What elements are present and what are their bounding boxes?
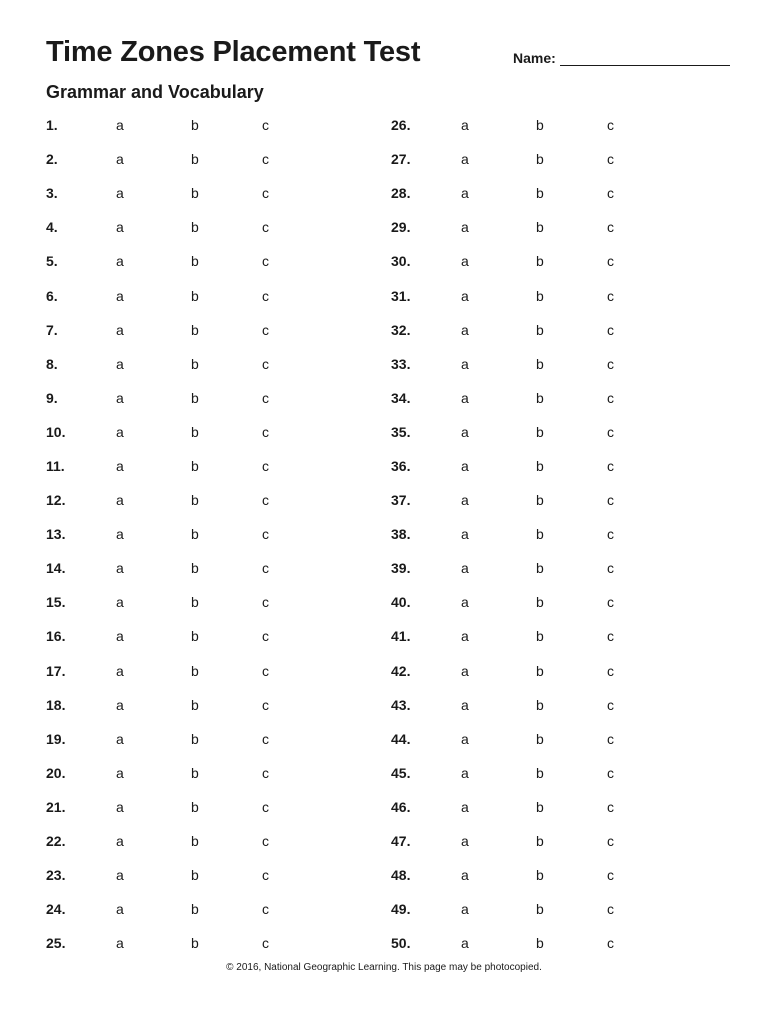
answer-option-b[interactable]: b bbox=[191, 833, 199, 850]
answer-option-c[interactable]: c bbox=[607, 935, 614, 952]
answer-option-a[interactable]: a bbox=[116, 355, 124, 372]
answer-option-c[interactable]: c bbox=[262, 560, 269, 577]
answer-option-c[interactable]: c bbox=[607, 867, 614, 884]
answer-row bbox=[46, 756, 366, 790]
question-number: 33. bbox=[391, 355, 411, 372]
answer-row bbox=[391, 551, 711, 585]
question-number: 24. bbox=[46, 901, 66, 918]
question-number: 12. bbox=[46, 492, 66, 509]
answer-option-a[interactable]: a bbox=[461, 117, 469, 134]
answer-option-a[interactable]: a bbox=[461, 423, 469, 440]
answer-option-a[interactable]: a bbox=[116, 151, 124, 168]
answer-option-a[interactable]: a bbox=[461, 457, 469, 474]
answer-option-b[interactable]: b bbox=[191, 560, 199, 577]
answer-option-c[interactable]: c bbox=[262, 867, 269, 884]
answer-option-a[interactable]: a bbox=[461, 594, 469, 611]
answer-row bbox=[46, 449, 366, 483]
answer-option-a[interactable]: a bbox=[116, 833, 124, 850]
answer-option-b[interactable]: b bbox=[191, 696, 199, 713]
answer-option-a[interactable]: a bbox=[116, 253, 124, 270]
answer-row bbox=[46, 244, 366, 278]
answer-option-a[interactable]: a bbox=[116, 730, 124, 747]
answer-row bbox=[391, 142, 711, 176]
answer-row bbox=[46, 313, 366, 347]
question-number: 4. bbox=[46, 219, 58, 236]
question-number: 17. bbox=[46, 662, 66, 679]
answer-row bbox=[391, 756, 711, 790]
answer-row bbox=[391, 517, 711, 551]
answer-option-b[interactable]: b bbox=[191, 389, 199, 406]
answer-option-c[interactable]: c bbox=[262, 764, 269, 781]
question-number: 28. bbox=[391, 185, 411, 202]
answer-option-b[interactable]: b bbox=[191, 526, 199, 543]
answer-option-a[interactable]: a bbox=[116, 901, 124, 918]
answer-option-c[interactable]: c bbox=[262, 185, 269, 202]
answer-option-c[interactable]: c bbox=[607, 423, 614, 440]
question-number: 26. bbox=[391, 117, 411, 134]
answer-option-c[interactable]: c bbox=[262, 833, 269, 850]
answer-option-b[interactable]: b bbox=[536, 798, 544, 815]
question-number: 23. bbox=[46, 867, 66, 884]
answer-option-b[interactable]: b bbox=[536, 696, 544, 713]
answer-option-b[interactable]: b bbox=[536, 935, 544, 952]
answer-option-a[interactable]: a bbox=[116, 594, 124, 611]
copyright-footer: © 2016, National Geographic Learning. This page may be photocopied. bbox=[226, 962, 542, 973]
answer-option-c[interactable]: c bbox=[607, 219, 614, 236]
answer-option-c[interactable]: c bbox=[607, 117, 614, 134]
answer-option-a[interactable]: a bbox=[461, 696, 469, 713]
question-number: 14. bbox=[46, 560, 66, 577]
answer-option-a[interactable]: a bbox=[116, 457, 124, 474]
answer-option-c[interactable]: c bbox=[607, 321, 614, 338]
answer-option-c[interactable]: c bbox=[262, 321, 269, 338]
answer-option-a[interactable]: a bbox=[461, 935, 469, 952]
answer-row bbox=[46, 892, 366, 926]
question-number: 21. bbox=[46, 798, 66, 815]
answer-option-a[interactable]: a bbox=[461, 321, 469, 338]
question-number: 31. bbox=[391, 287, 411, 304]
answer-row bbox=[391, 108, 711, 142]
question-number: 25. bbox=[46, 935, 66, 952]
question-number: 48. bbox=[391, 867, 411, 884]
question-number: 37. bbox=[391, 492, 411, 509]
answer-option-b[interactable]: b bbox=[191, 867, 199, 884]
answer-option-c[interactable]: c bbox=[262, 798, 269, 815]
answer-option-b[interactable]: b bbox=[536, 867, 544, 884]
answer-option-c[interactable]: c bbox=[262, 696, 269, 713]
question-number: 34. bbox=[391, 389, 411, 406]
answer-option-a[interactable]: a bbox=[461, 730, 469, 747]
question-number: 41. bbox=[391, 628, 411, 645]
answer-row bbox=[46, 108, 366, 142]
answer-option-a[interactable]: a bbox=[116, 628, 124, 645]
answer-option-b[interactable]: b bbox=[536, 594, 544, 611]
question-number: 19. bbox=[46, 730, 66, 747]
answer-option-c[interactable]: c bbox=[262, 901, 269, 918]
question-number: 36. bbox=[391, 457, 411, 474]
question-number: 15. bbox=[46, 594, 66, 611]
answer-option-b[interactable]: b bbox=[191, 457, 199, 474]
answer-option-a[interactable]: a bbox=[116, 867, 124, 884]
answer-option-c[interactable]: c bbox=[262, 219, 269, 236]
answer-option-c[interactable]: c bbox=[607, 594, 614, 611]
answer-option-b[interactable]: b bbox=[191, 492, 199, 509]
answer-option-a[interactable]: a bbox=[116, 696, 124, 713]
answer-row bbox=[46, 688, 366, 722]
question-number: 30. bbox=[391, 253, 411, 270]
answer-row bbox=[391, 824, 711, 858]
answer-row bbox=[46, 347, 366, 381]
answer-option-c[interactable]: c bbox=[607, 730, 614, 747]
answer-option-b[interactable]: b bbox=[191, 594, 199, 611]
answer-option-c[interactable]: c bbox=[607, 764, 614, 781]
answer-option-b[interactable]: b bbox=[536, 764, 544, 781]
question-number: 42. bbox=[391, 662, 411, 679]
answer-option-b[interactable]: b bbox=[536, 219, 544, 236]
answer-option-b[interactable]: b bbox=[536, 321, 544, 338]
question-number: 50. bbox=[391, 935, 411, 952]
answer-row bbox=[46, 210, 366, 244]
answer-option-b[interactable]: b bbox=[536, 423, 544, 440]
answer-option-a[interactable]: a bbox=[461, 526, 469, 543]
answer-option-a[interactable]: a bbox=[116, 185, 124, 202]
answer-row bbox=[391, 585, 711, 619]
answer-option-c[interactable]: c bbox=[607, 662, 614, 679]
answer-row bbox=[391, 722, 711, 756]
answer-option-c[interactable]: c bbox=[262, 287, 269, 304]
answer-row bbox=[46, 926, 366, 960]
answer-option-b[interactable]: b bbox=[191, 662, 199, 679]
answer-option-b[interactable]: b bbox=[536, 901, 544, 918]
answer-option-b[interactable]: b bbox=[191, 253, 199, 270]
question-number: 49. bbox=[391, 901, 411, 918]
answer-row bbox=[391, 176, 711, 210]
answer-option-a[interactable]: a bbox=[461, 219, 469, 236]
answer-option-c[interactable]: c bbox=[262, 457, 269, 474]
answer-row bbox=[46, 585, 366, 619]
answer-option-a[interactable]: a bbox=[116, 560, 124, 577]
answer-option-b[interactable]: b bbox=[191, 355, 199, 372]
answer-option-c[interactable]: c bbox=[262, 117, 269, 134]
answer-row bbox=[391, 244, 711, 278]
question-number: 43. bbox=[391, 696, 411, 713]
answer-row bbox=[46, 278, 366, 312]
answer-option-b[interactable]: b bbox=[191, 321, 199, 338]
question-number: 29. bbox=[391, 219, 411, 236]
answer-option-b[interactable]: b bbox=[191, 287, 199, 304]
answer-option-b[interactable]: b bbox=[536, 151, 544, 168]
answer-row bbox=[46, 381, 366, 415]
answer-option-b[interactable]: b bbox=[536, 117, 544, 134]
answer-option-c[interactable]: c bbox=[607, 287, 614, 304]
answer-option-a[interactable]: a bbox=[461, 867, 469, 884]
answer-option-c[interactable]: c bbox=[262, 935, 269, 952]
answer-option-c[interactable]: c bbox=[607, 798, 614, 815]
answer-option-c[interactable]: c bbox=[262, 151, 269, 168]
question-number: 46. bbox=[391, 798, 411, 815]
answer-option-c[interactable]: c bbox=[607, 389, 614, 406]
answer-option-a[interactable]: a bbox=[461, 151, 469, 168]
name-label: Name: bbox=[513, 50, 556, 66]
answer-row bbox=[46, 483, 366, 517]
answer-option-c[interactable]: c bbox=[262, 526, 269, 543]
answer-option-c[interactable]: c bbox=[262, 492, 269, 509]
answer-option-c[interactable]: c bbox=[607, 355, 614, 372]
question-number: 8. bbox=[46, 355, 58, 372]
question-number: 10. bbox=[46, 423, 66, 440]
answer-option-a[interactable]: a bbox=[461, 185, 469, 202]
answer-row bbox=[46, 858, 366, 892]
answer-option-a[interactable]: a bbox=[461, 662, 469, 679]
answer-option-a[interactable]: a bbox=[116, 117, 124, 134]
answer-row bbox=[391, 415, 711, 449]
answer-option-b[interactable]: b bbox=[536, 389, 544, 406]
answer-option-a[interactable]: a bbox=[116, 321, 124, 338]
answer-row bbox=[46, 415, 366, 449]
answer-option-c[interactable]: c bbox=[607, 151, 614, 168]
answer-row bbox=[46, 790, 366, 824]
answer-option-a[interactable]: a bbox=[116, 287, 124, 304]
answer-row bbox=[46, 142, 366, 176]
answer-row bbox=[46, 176, 366, 210]
page-title: Time Zones Placement Test bbox=[46, 36, 421, 68]
answer-option-b[interactable]: b bbox=[536, 526, 544, 543]
answer-option-b[interactable]: b bbox=[191, 151, 199, 168]
question-number: 6. bbox=[46, 287, 58, 304]
answer-option-a[interactable]: a bbox=[461, 253, 469, 270]
answer-option-c[interactable]: c bbox=[262, 389, 269, 406]
answer-row bbox=[391, 892, 711, 926]
question-number: 1. bbox=[46, 117, 58, 134]
answer-option-a[interactable]: a bbox=[461, 492, 469, 509]
answer-row bbox=[391, 688, 711, 722]
answer-option-a[interactable]: a bbox=[116, 526, 124, 543]
answer-option-c[interactable]: c bbox=[262, 628, 269, 645]
question-number: 9. bbox=[46, 389, 58, 406]
answer-row bbox=[46, 654, 366, 688]
answer-row bbox=[391, 449, 711, 483]
name-field[interactable] bbox=[513, 50, 730, 66]
question-number: 3. bbox=[46, 185, 58, 202]
answer-row bbox=[391, 619, 711, 653]
answer-row bbox=[391, 347, 711, 381]
answer-column-right bbox=[391, 108, 711, 960]
answer-option-c[interactable]: c bbox=[262, 423, 269, 440]
question-number: 38. bbox=[391, 526, 411, 543]
question-number: 2. bbox=[46, 151, 58, 168]
question-number: 35. bbox=[391, 423, 411, 440]
answer-row bbox=[391, 790, 711, 824]
answer-row bbox=[391, 483, 711, 517]
answer-option-c[interactable]: c bbox=[607, 457, 614, 474]
answer-option-c[interactable]: c bbox=[262, 594, 269, 611]
answer-option-b[interactable]: b bbox=[536, 833, 544, 850]
answer-option-b[interactable]: b bbox=[191, 764, 199, 781]
question-number: 16. bbox=[46, 628, 66, 645]
answer-option-a[interactable]: a bbox=[461, 560, 469, 577]
answer-option-a[interactable]: a bbox=[461, 901, 469, 918]
answer-option-a[interactable]: a bbox=[461, 287, 469, 304]
answer-option-a[interactable]: a bbox=[461, 355, 469, 372]
answer-option-b[interactable]: b bbox=[536, 253, 544, 270]
question-number: 20. bbox=[46, 764, 66, 781]
question-number: 5. bbox=[46, 253, 58, 270]
section-title: Grammar and Vocabulary bbox=[46, 82, 264, 102]
question-number: 22. bbox=[46, 833, 66, 850]
answer-row bbox=[46, 517, 366, 551]
answer-option-b[interactable]: b bbox=[191, 730, 199, 747]
answer-option-c[interactable]: c bbox=[607, 526, 614, 543]
answer-option-b[interactable]: b bbox=[191, 117, 199, 134]
answer-row bbox=[391, 926, 711, 960]
question-number: 7. bbox=[46, 321, 58, 338]
answer-option-a[interactable]: a bbox=[116, 662, 124, 679]
answer-option-c[interactable]: c bbox=[607, 185, 614, 202]
answer-option-c[interactable]: c bbox=[607, 628, 614, 645]
question-number: 11. bbox=[46, 457, 65, 474]
answer-option-b[interactable]: b bbox=[536, 355, 544, 372]
question-number: 45. bbox=[391, 764, 411, 781]
answer-option-a[interactable]: a bbox=[461, 764, 469, 781]
answer-option-c[interactable]: c bbox=[607, 492, 614, 509]
question-number: 40. bbox=[391, 594, 411, 611]
answer-row bbox=[46, 824, 366, 858]
answer-option-c[interactable]: c bbox=[607, 901, 614, 918]
answer-row bbox=[391, 313, 711, 347]
answer-option-a[interactable]: a bbox=[461, 833, 469, 850]
answer-option-c[interactable]: c bbox=[607, 696, 614, 713]
name-blank-line[interactable] bbox=[560, 51, 730, 66]
answer-row bbox=[391, 381, 711, 415]
answer-row bbox=[391, 654, 711, 688]
answer-option-b[interactable]: b bbox=[191, 219, 199, 236]
answer-option-b[interactable]: b bbox=[536, 287, 544, 304]
answer-option-b[interactable]: b bbox=[536, 730, 544, 747]
answer-row bbox=[46, 722, 366, 756]
answer-option-b[interactable]: b bbox=[536, 185, 544, 202]
question-number: 27. bbox=[391, 151, 411, 168]
answer-row bbox=[391, 858, 711, 892]
answer-row bbox=[391, 210, 711, 244]
answer-option-a[interactable]: a bbox=[116, 798, 124, 815]
answer-option-b[interactable]: b bbox=[191, 185, 199, 202]
answer-option-a[interactable]: a bbox=[116, 423, 124, 440]
question-number: 39. bbox=[391, 560, 411, 577]
answer-option-b[interactable]: b bbox=[536, 662, 544, 679]
answer-option-a[interactable]: a bbox=[116, 764, 124, 781]
question-number: 13. bbox=[46, 526, 66, 543]
answer-option-a[interactable]: a bbox=[461, 798, 469, 815]
answer-option-b[interactable]: b bbox=[191, 628, 199, 645]
question-number: 44. bbox=[391, 730, 411, 747]
answer-option-c[interactable]: c bbox=[607, 833, 614, 850]
answer-option-c[interactable]: c bbox=[607, 560, 614, 577]
answer-column-left bbox=[46, 108, 366, 960]
answer-option-b[interactable]: b bbox=[191, 423, 199, 440]
answer-option-c[interactable]: c bbox=[262, 253, 269, 270]
answer-option-a[interactable]: a bbox=[116, 935, 124, 952]
question-number: 47. bbox=[391, 833, 411, 850]
answer-option-a[interactable]: a bbox=[461, 628, 469, 645]
answer-option-b[interactable]: b bbox=[536, 560, 544, 577]
answer-option-b[interactable]: b bbox=[191, 935, 199, 952]
answer-option-b[interactable]: b bbox=[191, 901, 199, 918]
answer-option-c[interactable]: c bbox=[262, 355, 269, 372]
answer-option-b[interactable]: b bbox=[191, 798, 199, 815]
answer-option-c[interactable]: c bbox=[262, 662, 269, 679]
answer-option-b[interactable]: b bbox=[536, 628, 544, 645]
answer-option-c[interactable]: c bbox=[262, 730, 269, 747]
answer-row bbox=[391, 278, 711, 312]
answer-row bbox=[46, 551, 366, 585]
answer-option-a[interactable]: a bbox=[461, 389, 469, 406]
answer-option-b[interactable]: b bbox=[536, 457, 544, 474]
answer-option-a[interactable]: a bbox=[116, 492, 124, 509]
answer-option-a[interactable]: a bbox=[116, 219, 124, 236]
answer-row bbox=[46, 619, 366, 653]
question-number: 18. bbox=[46, 696, 66, 713]
question-number: 32. bbox=[391, 321, 411, 338]
answer-option-c[interactable]: c bbox=[607, 253, 614, 270]
answer-option-a[interactable]: a bbox=[116, 389, 124, 406]
answer-option-b[interactable]: b bbox=[536, 492, 544, 509]
